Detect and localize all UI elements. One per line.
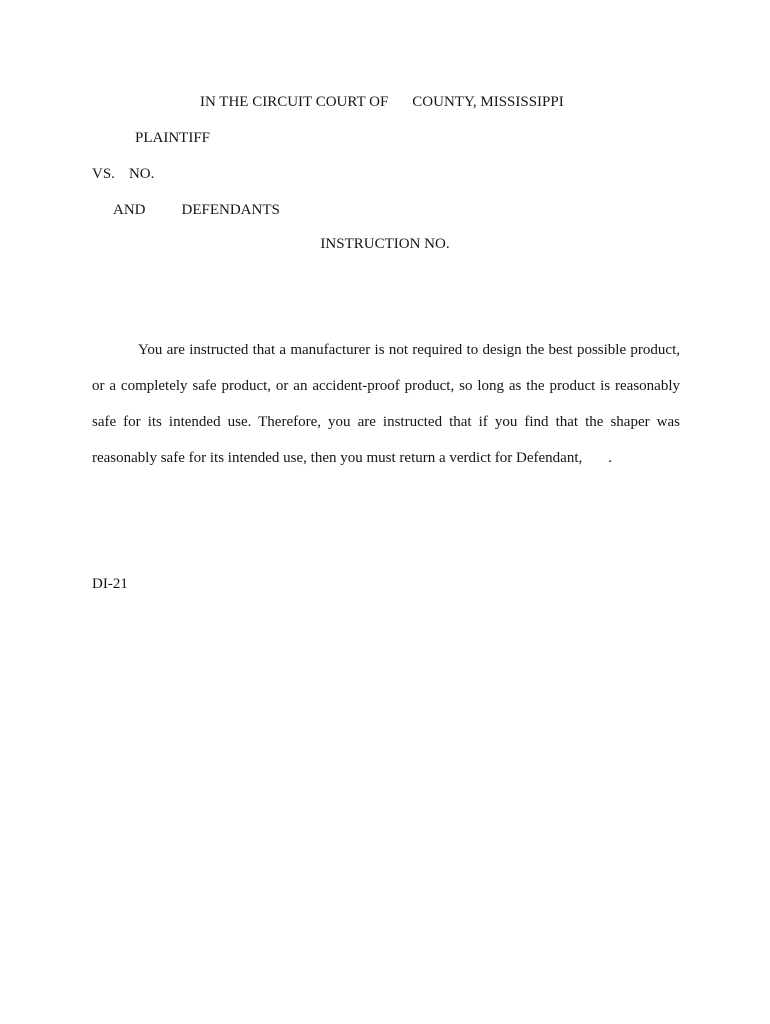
instruction-id <box>92 575 128 593</box>
court-name-text: IN THE CIRCUIT COURT OF <box>200 94 389 110</box>
defendant-name-blank <box>146 213 182 214</box>
paragraph-line-2: or a completely safe product, or an accident-proof product, so long as the product is reasonably <box>92 378 680 394</box>
defendant-name-blank-inline <box>582 461 608 462</box>
defendants-label: DEFENDANTS <box>181 202 280 218</box>
paragraph-line-4-text: reasonably safe for its intended use, then you must return a verdict for Defendant, <box>92 450 583 466</box>
instruction-id-text: DI-21 <box>92 576 128 592</box>
paragraph-line-4 <box>92 440 680 476</box>
and-label: AND <box>113 202 146 218</box>
court-header-line <box>200 93 564 111</box>
trailing-period: . <box>608 450 613 466</box>
county-name-blank <box>388 105 412 106</box>
plaintiff-line <box>135 129 210 147</box>
paragraph-line-1: You are instructed that a manufacturer is not required to design the best possible product, <box>138 342 680 358</box>
plaintiff-label: PLAINTIFF <box>135 130 211 146</box>
county-state-text: COUNTY, MISSISSIPPI <box>412 94 564 110</box>
instruction-paragraph <box>92 332 680 476</box>
case-no-label: NO. <box>128 166 155 182</box>
paragraph-line-3: safe for its intended use. Therefore, you are instructed that if you find that the shaper was <box>92 414 680 430</box>
instruction-title <box>0 235 770 253</box>
vs-label: VS. <box>92 166 115 182</box>
defendants-line <box>113 201 280 219</box>
versus-case-number-line <box>92 165 154 183</box>
case-number-blank <box>115 177 129 178</box>
instruction-title-text: INSTRUCTION NO. <box>320 236 450 252</box>
